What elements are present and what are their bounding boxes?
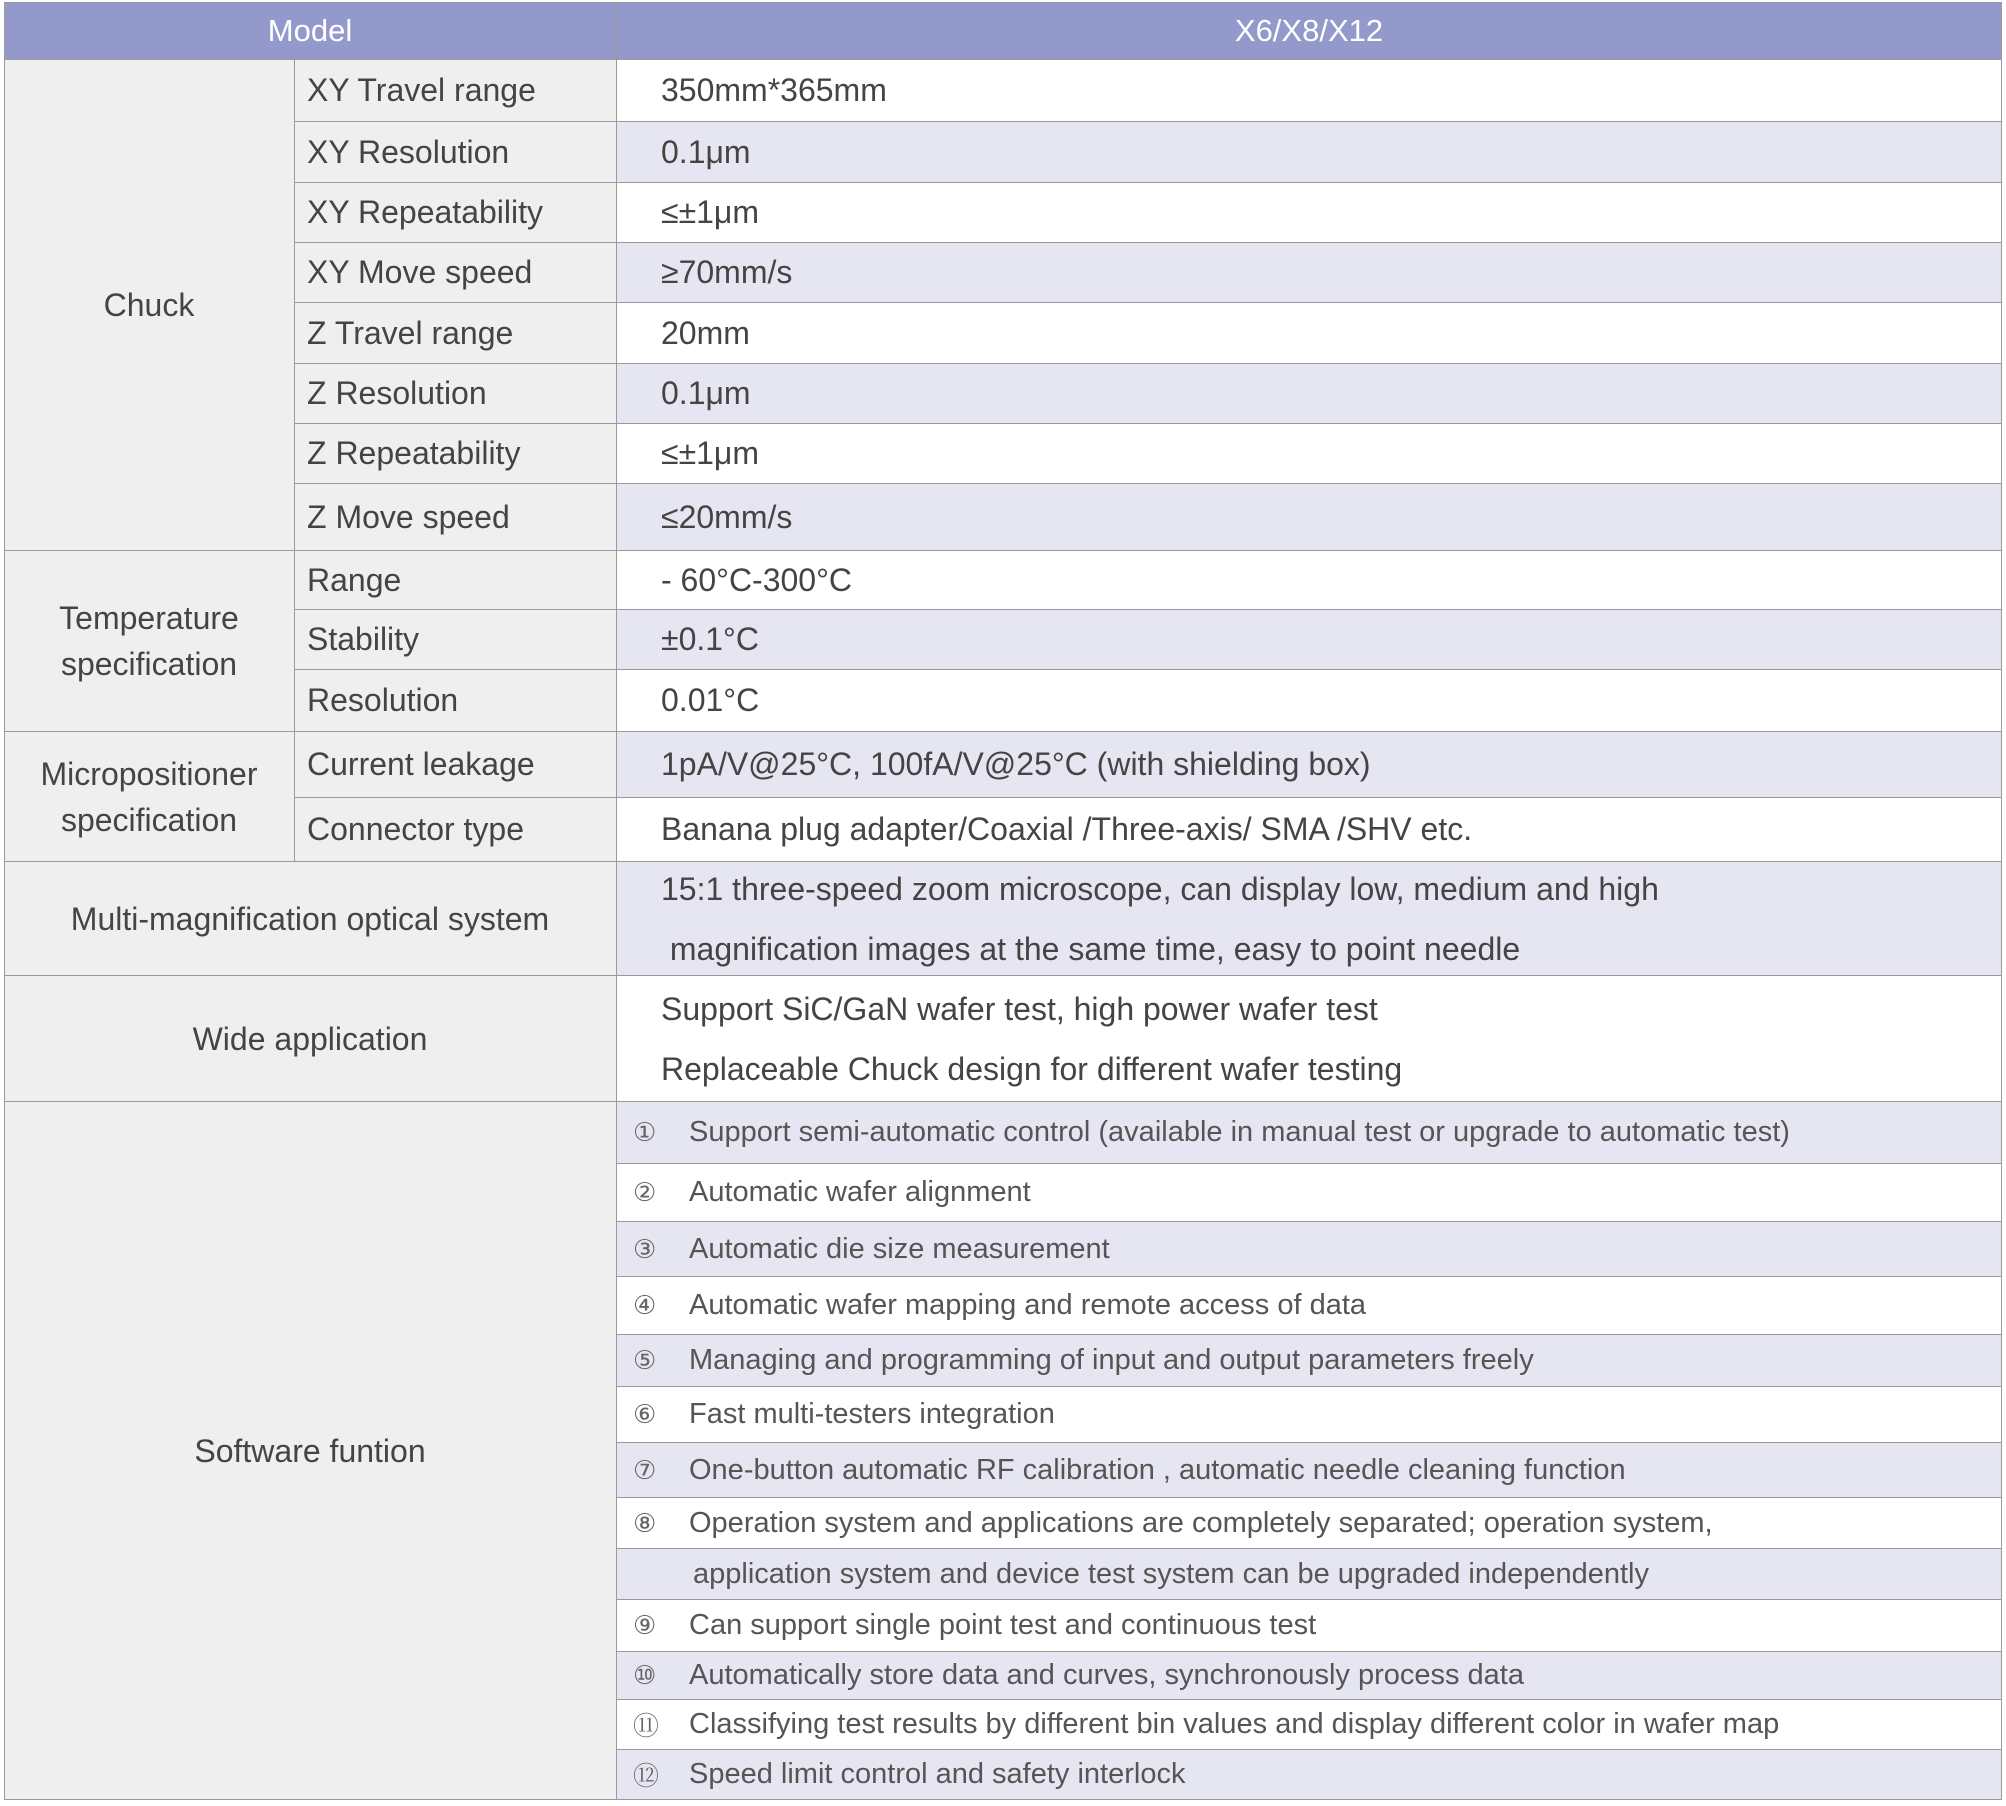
chuck-value-xy-resolution: 0.1μm [617, 122, 2002, 183]
software-item-6 [617, 1387, 2002, 1443]
chuck-label-z-travel: Z Travel range [295, 303, 617, 364]
micropositioner-label-leakage: Current leakage [295, 732, 617, 798]
micropositioner-value-leakage: 1pA/V@25°C, 100fA/V@25°C (with shielding box) [617, 732, 2002, 798]
software-text-2: Automatic wafer alignment [689, 1176, 1031, 1208]
software-item-5 [617, 1335, 2002, 1387]
software-item-7 [617, 1443, 2002, 1498]
software-num-1: ① [633, 1117, 657, 1147]
software-item-8-continued [617, 1549, 2002, 1600]
micropositioner-label-connector: Connector type [295, 798, 617, 862]
header-model-label: Model [4, 2, 617, 60]
software-text-12: Speed limit control and safety interlock [689, 1758, 1186, 1790]
chuck-label-xy-resolution: XY Resolution [295, 122, 617, 183]
temperature-label-line1: Temperature [59, 600, 239, 636]
software-num-10: ⑩ [633, 1660, 657, 1690]
micropositioner-label-line1: Micropositioner [40, 755, 258, 792]
software-num-2: ② [633, 1177, 657, 1207]
spec-table [4, 2, 2002, 1800]
chuck-label-xy-speed: XY Move speed [295, 243, 617, 303]
chuck-value-z-travel: 20mm [617, 303, 2002, 364]
software-item-9 [617, 1600, 2002, 1652]
temperature-label-line2: specification [60, 646, 238, 682]
software-num-3: ③ [633, 1233, 657, 1264]
optical-line-1: 15:1 three-speed zoom microscope, can display low, medium and high [661, 870, 1659, 907]
temperature-label-range: Range [295, 551, 617, 610]
application-value [617, 976, 2002, 1102]
group-temperature [4, 551, 295, 732]
chuck-value-xy-travel: 350mm*365mm [617, 60, 2002, 122]
temperature-value-stability: ±0.1°C [617, 610, 2002, 670]
software-num-6: ⑥ [633, 1399, 657, 1429]
group-application: Wide application [4, 976, 617, 1102]
chuck-label-xy-travel: XY Travel range [295, 60, 617, 122]
chuck-label-z-speed: Z Move speed [295, 484, 617, 551]
software-num-4: ④ [633, 1290, 657, 1320]
optical-line-2: magnification images at the same time, easy to point needle [661, 930, 1521, 967]
software-num-9: ⑨ [633, 1610, 657, 1640]
group-chuck: Chuck [4, 60, 295, 551]
software-num-5: ⑤ [633, 1345, 657, 1375]
software-text-5: Managing and programming of input and output parameters freely [689, 1344, 1534, 1376]
software-item-3 [617, 1222, 2002, 1277]
software-num-12: ⑫ [633, 1761, 660, 1791]
software-text-11: Classifying test results by different bin values and display different color in wafer map [689, 1708, 1780, 1740]
micropositioner-value-connector: Banana plug adapter/Coaxial /Three-axis/ SMA /SHV etc. [617, 798, 2002, 862]
chuck-value-z-repeatability: ≤±1μm [617, 424, 2002, 484]
group-micropositioner [4, 732, 295, 862]
chuck-value-xy-speed: ≥70mm/s [617, 243, 2002, 303]
software-item-11 [617, 1700, 2002, 1750]
temperature-value-resolution: 0.01°C [617, 670, 2002, 732]
software-num-8: ⑧ [633, 1507, 657, 1538]
software-text-9: Can support single point test and continuous test [689, 1609, 1317, 1641]
software-text-4: Automatic wafer mapping and remote access of data [689, 1289, 1367, 1321]
group-software: Software funtion [4, 1102, 617, 1800]
software-num-11: ⑪ [633, 1711, 660, 1741]
temperature-label-stability: Stability [295, 610, 617, 670]
software-text-8: Operation system and applications are completely separated; operation system, [689, 1506, 1713, 1539]
software-item-4 [617, 1277, 2002, 1335]
software-item-12 [617, 1750, 2002, 1800]
temperature-label-resolution: Resolution [295, 670, 617, 732]
chuck-label-z-resolution: Z Resolution [295, 364, 617, 424]
chuck-label-z-repeatability: Z Repeatability [295, 424, 617, 484]
software-text-8-continued: application system and device test system can be upgraded independently [693, 1557, 1649, 1590]
chuck-label-xy-repeatability: XY Repeatability [295, 183, 617, 243]
software-item-2 [617, 1164, 2002, 1222]
software-text-7: One-button automatic RF calibration , automatic needle cleaning function [689, 1453, 1626, 1486]
chuck-value-xy-repeatability: ≤±1μm [617, 183, 2002, 243]
software-item-10 [617, 1652, 2002, 1700]
application-line-1: Support SiC/GaN wafer test, high power wafer test [661, 990, 1378, 1027]
header-model-value: X6/X8/X12 [617, 2, 2002, 60]
application-line-2: Replaceable Chuck design for different wafer testing [661, 1050, 1403, 1087]
software-text-3: Automatic die size measurement [689, 1232, 1110, 1265]
software-item-1 [617, 1102, 2002, 1164]
software-text-6: Fast multi-testers integration [689, 1398, 1055, 1430]
software-num-7: ⑦ [633, 1454, 657, 1485]
chuck-value-z-resolution: 0.1μm [617, 364, 2002, 424]
software-item-8 [617, 1498, 2002, 1549]
micropositioner-label-line2: specification [60, 801, 238, 838]
temperature-value-range: - 60°C-300°C [617, 551, 2002, 610]
chuck-value-z-speed: ≤20mm/s [617, 484, 2002, 551]
software-text-1: Support semi-automatic control (available in manual test or upgrade to automatic test) [689, 1116, 1790, 1148]
group-optical: Multi-magnification optical system [4, 862, 617, 976]
software-text-10: Automatically store data and curves, synchronously process data [689, 1659, 1524, 1691]
optical-value [617, 862, 2002, 976]
